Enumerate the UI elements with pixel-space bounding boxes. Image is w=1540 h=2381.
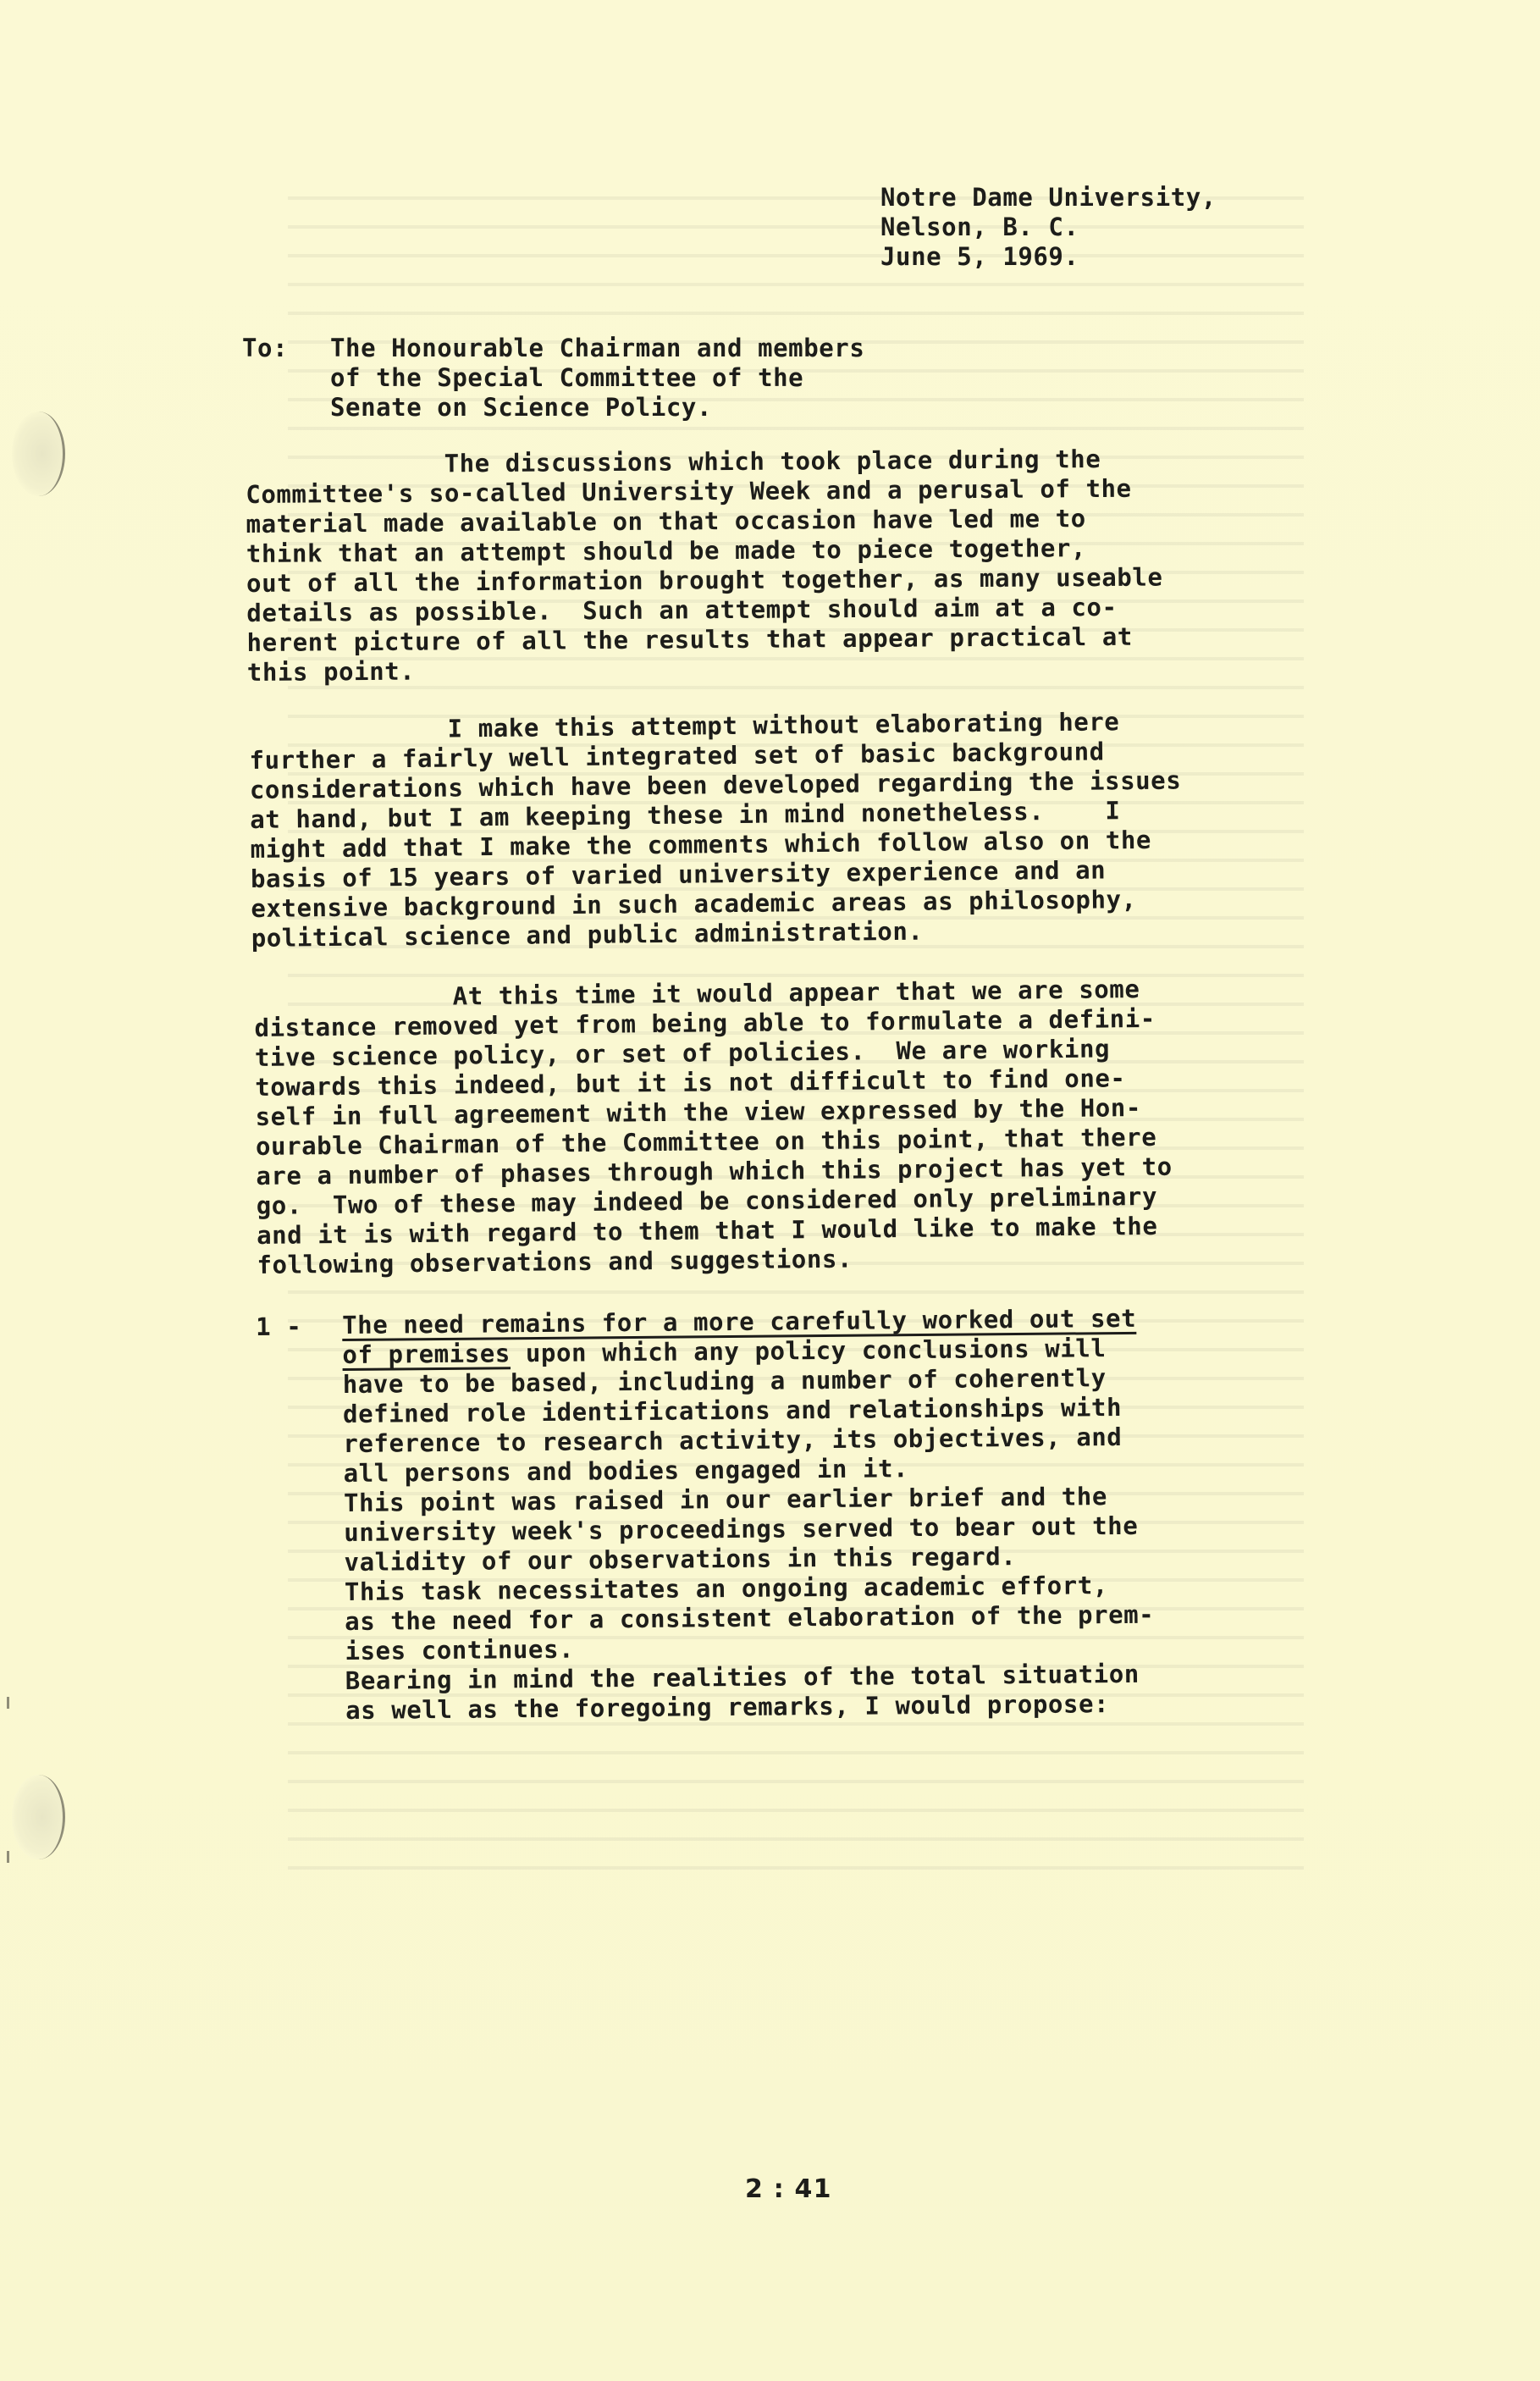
text-line: have to be based, including a number of coherently [342,1363,1107,1399]
text-line: I make this attempt without elaborating here [249,707,1120,745]
text-line: might add that I make the comments which follow also on the [250,825,1152,864]
page-number: 2 : 41 [745,2174,832,2204]
address-date: June 5, 1969. [880,242,1079,271]
item-number: 1 - [256,1312,302,1341]
text-line: as the need for a consistent elaboration of the prem- [345,1599,1155,1636]
text-line: distance removed yet from being able to formulate a defini- [254,1003,1156,1042]
text-line: basis of 15 years of varied university experience and an [250,855,1107,893]
paragraph-1 [246,444,1163,688]
text-line: Bearing in mind the realities of the total situation [345,1659,1140,1695]
paragraph-3 [254,975,1173,1280]
text-line: ourable Chairman of the Committee on this point, that there [255,1122,1157,1161]
text-line: and it is with regard to them that I would like to make the [256,1211,1158,1250]
text-line: Committee's so-called University Week and a perusal of the [246,473,1132,509]
underlined-phrase: of premises [342,1339,511,1369]
paragraph-2 [249,706,1183,953]
text-line: extensive background in such academic areas as philosophy, [251,885,1137,923]
text-line: tive science policy, or set of policies. We are working [254,1034,1111,1072]
text-line: further a fairly well integrated set of basic background [249,737,1105,775]
underlined-heading-line: The need remains for a more carefully worked out set [342,1303,1137,1340]
sender-address [880,183,1217,272]
text-line: reference to research activity, its objectives, and [343,1422,1123,1458]
text-line: validity of our observations in this regard. [344,1542,1017,1577]
text-line: towards this indeed, but it is not difficult to find one- [255,1063,1126,1102]
address-line: Nelson, B. C. [880,213,1079,241]
text-line: This point was raised in our earlier brief and the [343,1482,1108,1517]
text-line: university week's proceedings served to bear out the [344,1511,1139,1547]
text-line: following observations and suggestions. [257,1244,853,1279]
text-line: as well as the foregoing remarks, I would propose: [345,1689,1110,1725]
recipient-line: Senate on Science Policy. [330,393,712,422]
text-line: At this time it would appear that we are some [254,975,1140,1013]
text-line: considerations which have been developed regarding the issues [249,765,1182,804]
text-line: herent picture of all the results that appear practical at [246,621,1133,657]
text-line: are a number of phases through which this project has yet to [256,1152,1173,1190]
text-line: this point. [246,656,416,687]
text-line: details as possible. Such an attempt should aim at a co- [246,592,1118,627]
text-line: self in full agreement with the view expressed by the Hon- [255,1093,1142,1131]
text-line: The discussions which took place during the [246,444,1101,479]
edge-mark [7,1697,9,1709]
text-line: go. Two of these may indeed be considered only preliminary [256,1181,1158,1220]
text-line: at hand, but I am keeping these in mind nonetheless. I [250,796,1121,834]
edge-mark [7,1851,9,1863]
text-line: This task necessitates an ongoing academic effort, [344,1571,1108,1606]
recipient-line: of the Special Committee of the [330,363,804,392]
address-line: Notre Dame University, [880,183,1217,212]
salutation-recipient [330,334,864,423]
text-line: out of all the information brought together, as many useable [246,562,1163,598]
binder-hole-top [12,412,65,496]
text-fragment: upon which any policy conclusions will [510,1334,1107,1368]
text-line: all persons and bodies engaged in it. [343,1454,909,1488]
text-line: defined role identifications and relationships with [342,1392,1123,1428]
binder-hole-bottom [12,1775,65,1859]
recipient-line: The Honourable Chairman and members [330,334,865,362]
text-line: think that an attempt should be made to piece together, [246,533,1087,568]
text-line: ises continues. [345,1634,575,1666]
salutation-label: To: [242,334,289,362]
item-1-body [342,1304,1155,1726]
text-line: material made available on that occasion have led me to [246,504,1086,539]
text-line: political science and public administration. [251,916,924,953]
